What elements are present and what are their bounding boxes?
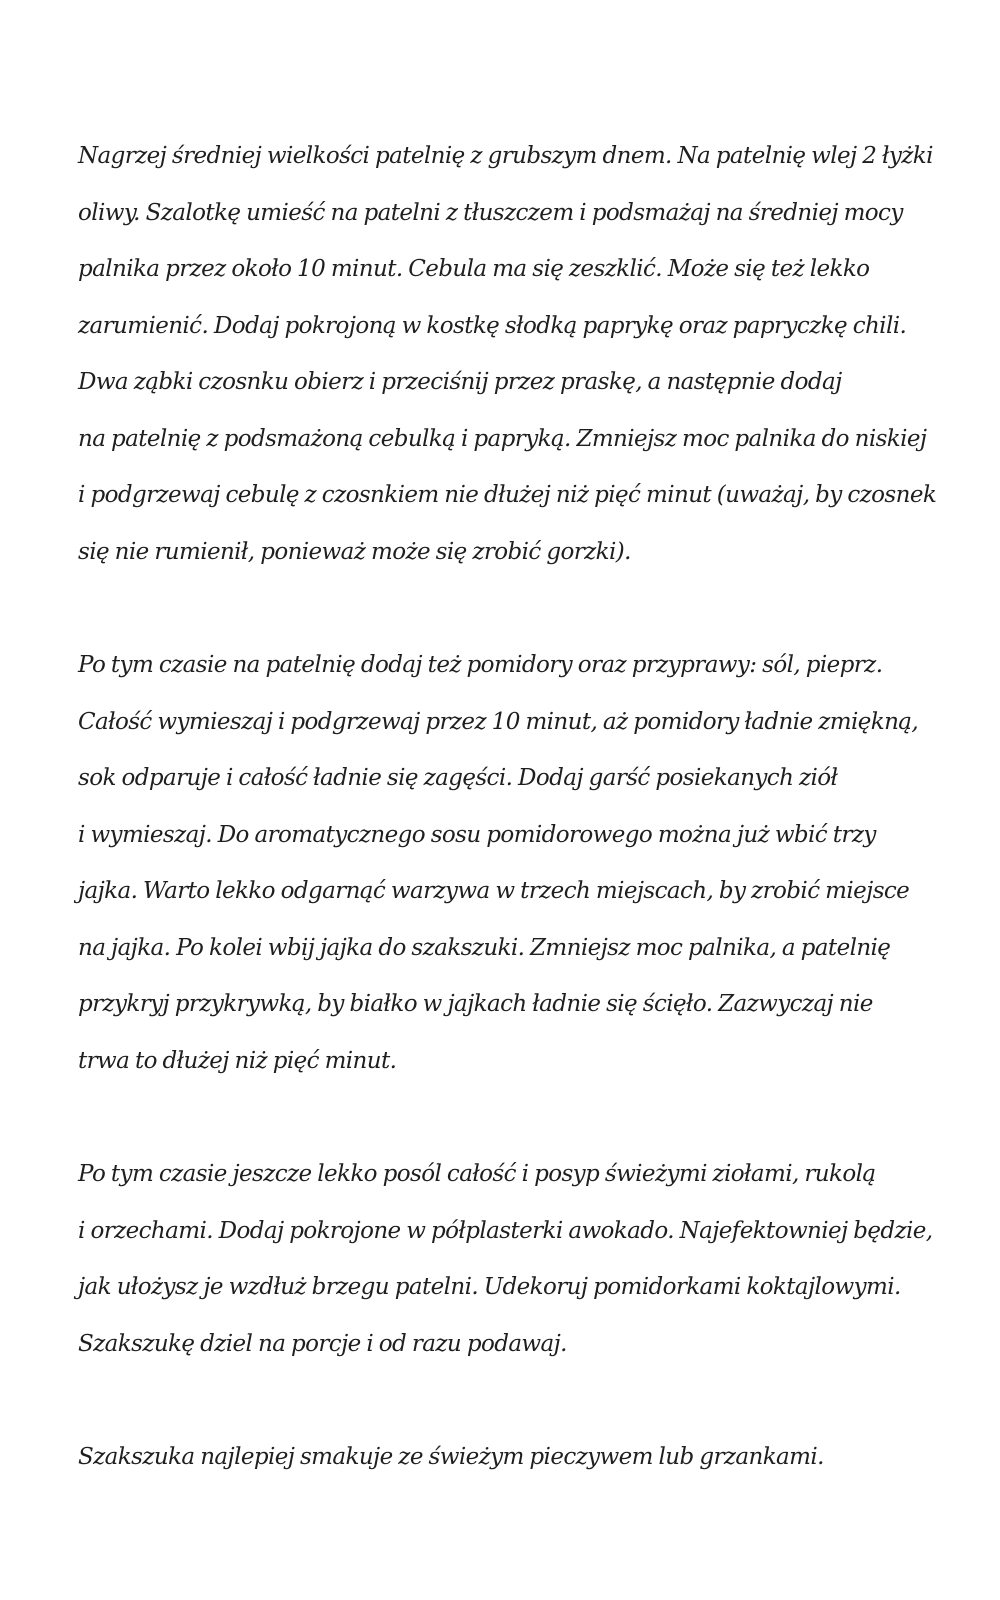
text-line: Nagrzej średniej wielkości patelnię z grubszym dnem. Na patelnię wlej 2 łyżki [78, 143, 933, 169]
paragraph-spacer [78, 580, 978, 637]
text-line: oliwy. Szalotkę umieść na patelni z tłuszczem i podsmażaj na średniej mocy [78, 199, 903, 226]
text-line: jajka. Warto lekko odgarnąć warzywa w trzech miejscach, by zrobić miejsce [78, 878, 910, 904]
text-line: i podgrzewaj cebulę z czosnkiem nie dłużej niż pięć minut (uważaj, by czosnek [78, 482, 937, 508]
text-line: przykryj przykrywką, by białko w jajkach ładnie się ścięło. Zazwyczaj nie [78, 991, 873, 1017]
paragraph-spacer [78, 1372, 978, 1429]
text-line: Szakszuka najlepiej smakuje ze świeżym pieczywem lub grzankami. [78, 1444, 824, 1470]
text-line: Szakszukę dziel na porcje i od razu podawaj. [78, 1330, 567, 1357]
text-line: sok odparuje i całość ładnie się zagęści. Dodaj garść posiekanych ziół [78, 765, 838, 791]
text-line: Po tym czasie na patelnię dodaj też pomidory oraz przyprawy: sól, pieprz. [78, 652, 883, 678]
paragraph-2 [78, 637, 978, 1089]
text-line: i wymieszaj. Do aromatycznego sosu pomidorowego można już wbić trzy [78, 821, 876, 848]
text-line: Dwa ząbki czosnku obierz i przeciśnij przez praskę, a następnie dodaj [78, 369, 842, 395]
paragraph-4 [78, 1429, 978, 1486]
text-line: Po tym czasie jeszcze lekko posól całość i posyp świeżymi ziołami, rukolą [78, 1161, 876, 1187]
text-line: Całość wymieszaj i podgrzewaj przez 10 minut, aż pomidory ładnie zmiękną, [78, 708, 919, 735]
recipe-text [78, 128, 978, 1486]
text-line: na patelnię z podsmażoną cebulką i papryką. Zmniejsz moc palnika do niskiej [78, 425, 927, 452]
text-line: na jajka. Po kolei wbij jajka do szakszuki. Zmniejsz moc palnika, a patelnię [78, 934, 891, 961]
text-line: jak ułożysz je wzdłuż brzegu patelni. Udekoruj pomidorkami koktajlowymi. [78, 1274, 901, 1300]
paragraph-1 [78, 128, 978, 580]
text-line: palnika przez około 10 minut. Cebula ma się zeszklić. Może się też lekko [78, 256, 870, 282]
text-line: się nie rumienił, ponieważ może się zrobić gorzki). [78, 538, 631, 565]
text-line: trwa to dłużej niż pięć minut. [78, 1047, 397, 1074]
paragraph-3 [78, 1146, 978, 1372]
text-line: zarumienić. Dodaj pokrojoną w kostkę słodką paprykę oraz papryczkę chili. [78, 312, 907, 339]
text-line: i orzechami. Dodaj pokrojone w półplasterki awokado. Najefektowniej będzie, [78, 1217, 933, 1244]
paragraph-spacer [78, 1089, 978, 1146]
